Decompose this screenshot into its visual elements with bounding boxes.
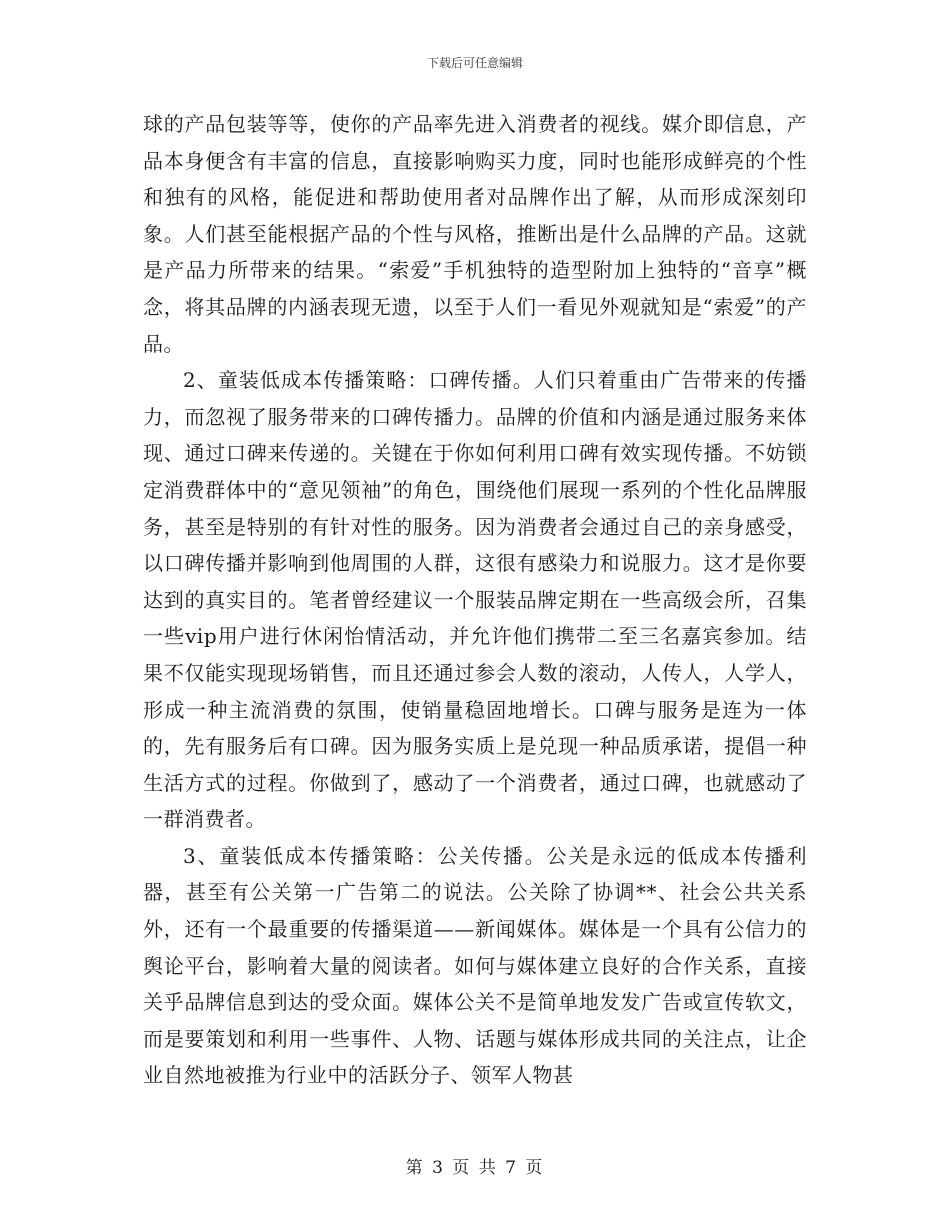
page-number: 第 3 页 共 7 页 (405, 1158, 545, 1178)
paragraph-public-relations: 3、童装低成本传播策略：公关传播。公关是永远的低成本传播利器，甚至有公关第一广告第二的说法。公关除了协调**、社会公共关系外，还有一个最重要的传播渠道——新闻媒体。媒体是一个具有公信力的舆论平台，影响着大量的阅读者。如何与媒体建立良好的合作关系，直接关乎品牌信息到达的受众面。媒体公关不是简单地发发广告或宣传软文，而是要策划和利用一些事件、人物、话题与媒体形成共同的关注点，让企业自然地被推为行业中的活跃分子、领军人物甚 (143, 843, 807, 1088)
paragraph-word-of-mouth: 2、童装低成本传播策略：口碑传播。人们只着重由广告带来的传播力，而忽视了服务带来的口碑传播力。品牌的价值和内涵是通过服务来体现、通过口碑来传递的。关键在于你如何利用口碑有效实现传播。不妨锁定消费群体中的“意见领袖”的角色，围绕他们展现一系列的个性化品牌服务，甚至是特别的有针对性的服务。因为消费者会通过自己的亲身感受，以口碑传播并影响到他周围的人群，这很有感染力和说服力。这才是你要达到的真实目的。笔者曾经建议一个服装品牌定期在一些高级会所，召集一些vip用户进行休闲怡情活动，并允许他们携带二至三名嘉宾参加。结果不仅能实现现场销售，而且还通过参会人数的滚动，人传人，人学人，形成一种主流消费的氛围，使销量稳固地增长。口碑与服务是连为一体的，先有服务后有口碑。因为服务实质上是兑现一种品质承诺，提倡一种生活方式的过程。你做到了，感动了一个消费者，通过口碑，也就感动了一群消费者。 (143, 368, 807, 832)
document-body (143, 106, 807, 1094)
paragraph-product-packaging: 球的产品包装等等，使你的产品率先进入消费者的视线。媒介即信息，产品本身便含有丰富的信息，直接影响购买力度，同时也能形成鲜亮的个性和独有的风格，能促进和帮助使用者对品牌作出了解，从而形成深刻印象。人们甚至能根据产品的个性与风格，推断出是什么品牌的产品。这就是产品力所带来的结果。“索爱”手机独特的造型附加上独特的“音享”概念，将其品牌的内涵表现无遗，以至于人们一看见外观就知是“索爱”的产品。 (143, 112, 807, 356)
page-header-note: 下载后可任意编辑 (426, 56, 523, 70)
